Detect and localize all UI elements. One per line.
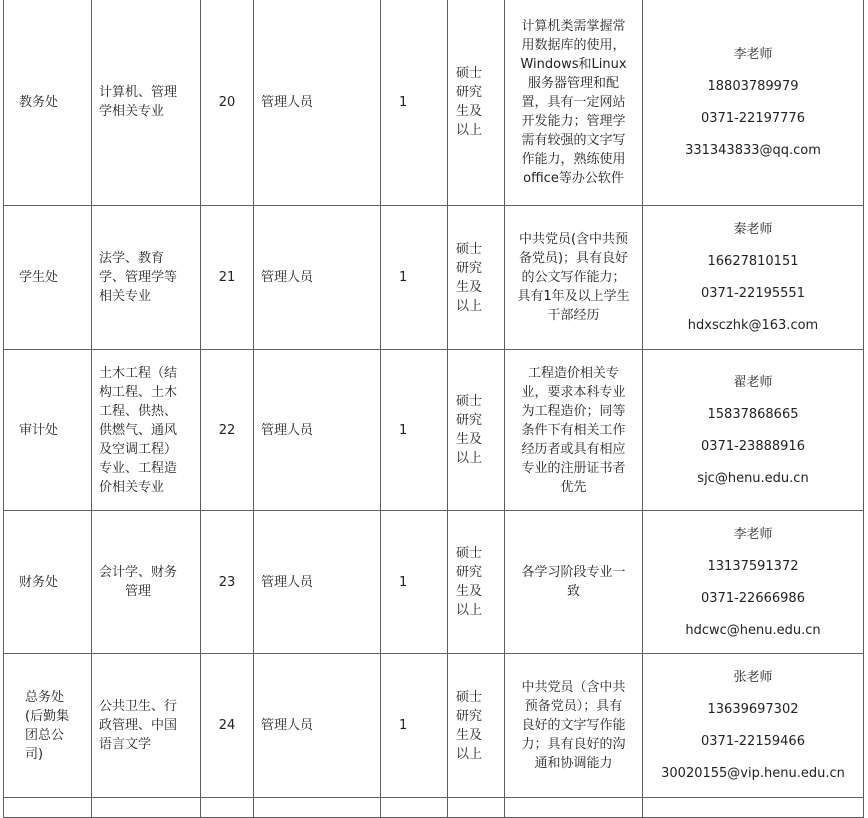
- dept-line: 审计处: [19, 422, 59, 438]
- headcount-cell: 1: [381, 206, 448, 350]
- major-line: 相关专业: [99, 289, 152, 304]
- contact-cell: [643, 350, 864, 511]
- dept-line: 学生处: [19, 270, 59, 285]
- headcount-cell: 1: [381, 350, 448, 511]
- education-line: 研究: [456, 565, 483, 580]
- major-line: 政管理、中国: [99, 718, 178, 733]
- major-cell: [92, 654, 201, 798]
- education-line: 以上: [456, 603, 483, 618]
- major-line: 法学、教育: [99, 251, 165, 266]
- education-cell: [448, 654, 505, 798]
- requirements-line: Windows和Linux: [520, 56, 627, 72]
- contact-phone: 15837868665: [707, 406, 799, 422]
- major-line: 会计学、财务: [99, 565, 178, 580]
- position-code-cell: 24: [201, 654, 254, 798]
- requirements-cell: [505, 0, 643, 206]
- contact-email: sjc@henu.edu.cn: [697, 470, 809, 486]
- education-line: 生及: [456, 727, 483, 743]
- table-row: [4, 0, 864, 206]
- major-line: 语言文学: [99, 737, 152, 752]
- requirements-line: 业，要求本科专业: [521, 384, 626, 400]
- requirements-line: 中共党员（含中共: [521, 680, 626, 695]
- major-line: 供燃气、通风: [99, 422, 178, 438]
- major-cell: [92, 350, 201, 511]
- major-line: 价相关专业: [99, 479, 165, 495]
- position-type-cell: 管理人员: [254, 206, 381, 350]
- contact-phone: 16627810151: [707, 254, 799, 269]
- contact-cell: [643, 0, 864, 206]
- major-line: 学、管理学等: [99, 270, 178, 285]
- contact-phone: 13639697302: [707, 702, 799, 717]
- contact-cell: [643, 654, 864, 798]
- education-line: 研究: [456, 413, 483, 428]
- recruitment-table: [3, 0, 864, 818]
- position-code-cell: 23: [201, 511, 254, 654]
- contact-name: 李老师: [733, 46, 773, 62]
- dept-line: 司): [25, 746, 44, 762]
- requirements-line: 致: [566, 584, 580, 599]
- position-type-cell: 管理人员: [254, 654, 381, 798]
- contact-tel: 0371-22195551: [701, 286, 805, 301]
- education-line: 生及: [456, 279, 483, 295]
- dept-line: 团总公: [25, 727, 65, 743]
- major-line: 工程、供热、: [99, 403, 178, 419]
- major-line: 计算机、管理: [99, 85, 178, 100]
- requirements-cell: [505, 350, 643, 511]
- requirements-line: 的公文写作能力；: [521, 270, 626, 285]
- requirements-line: 需有较强的文字写: [521, 132, 626, 148]
- education-line: 以上: [456, 298, 483, 314]
- dept-line: (后勤集: [25, 708, 70, 724]
- contact-email: hdcwc@henu.edu.cn: [685, 622, 821, 638]
- requirements-line: 服务器管理和配: [527, 75, 619, 91]
- requirements-line: 工程造价相关专: [527, 365, 619, 381]
- major-cell: [92, 0, 201, 206]
- contact-phone: 18803789979: [707, 78, 799, 94]
- contact-tel: 0371-23888916: [701, 438, 805, 454]
- position-type-cell: 管理人员: [254, 511, 381, 654]
- requirements-line: office等办公软件: [523, 170, 624, 186]
- contact-tel: 0371-22159466: [701, 734, 805, 749]
- major-line: 及空调工程）: [99, 441, 178, 457]
- requirements-line: 备党员)；具有良好: [518, 251, 629, 266]
- contact-name: 秦老师: [733, 222, 773, 237]
- position-code-cell: 21: [201, 206, 254, 350]
- contact-cell: [643, 511, 864, 654]
- education-line: 以上: [456, 746, 483, 762]
- requirements-line: 为工程造价；同等: [521, 403, 626, 419]
- contact-email: hdxsczhk@163.com: [687, 318, 819, 333]
- position-type-cell: 管理人员: [254, 350, 381, 511]
- education-cell: [448, 0, 505, 206]
- education-line: 生及: [456, 104, 483, 119]
- contact-name: 张老师: [733, 670, 773, 685]
- education-line: 硕士: [456, 394, 483, 409]
- position-type-cell: 管理人员: [254, 0, 381, 206]
- requirements-line: 具有1年及以上学生: [517, 289, 630, 304]
- dept-cell: [4, 350, 92, 511]
- contact-tel: 0371-22666986: [701, 590, 805, 606]
- requirements-line: 条件下有相关工作: [521, 422, 626, 438]
- dept-cell: [4, 0, 92, 206]
- education-line: 硕士: [456, 241, 483, 257]
- position-code-cell: 22: [201, 350, 254, 511]
- contact-email: 331343833@qq.com: [685, 142, 821, 158]
- requirements-line: 用数据库的使用，: [521, 37, 626, 53]
- requirements-line: 中共党员(含中共预: [518, 232, 629, 247]
- headcount-cell: 1: [381, 654, 448, 798]
- contact-phone: 13137591372: [707, 558, 799, 574]
- requirements-line: 良好的文字写作能: [521, 718, 626, 733]
- table-row: [4, 654, 864, 798]
- table-row: [4, 206, 864, 350]
- major-cell: [92, 206, 201, 350]
- headcount-cell: 1: [381, 511, 448, 654]
- education-line: 硕士: [456, 66, 483, 81]
- table-row: [4, 350, 864, 511]
- major-cell: [92, 511, 201, 654]
- requirements-cell: [505, 654, 643, 798]
- requirements-line: 作能力，熟练使用: [521, 151, 626, 167]
- headcount-cell: 1: [381, 0, 448, 206]
- requirements-cell: [505, 511, 643, 654]
- major-line: 专业、工程造: [99, 460, 178, 476]
- table-row: [4, 511, 864, 654]
- dept-cell: [4, 511, 92, 654]
- education-line: 硕士: [456, 546, 483, 561]
- requirements-line: 优先: [560, 479, 587, 495]
- education-line: 以上: [456, 123, 483, 138]
- education-cell: [448, 350, 505, 511]
- dept-cell: [4, 654, 92, 798]
- contact-email: 30020155@vip.henu.edu.cn: [661, 766, 845, 781]
- requirements-line: 预备党员）；具有: [524, 699, 623, 714]
- requirements-line: 经历者或具有相应: [521, 441, 626, 457]
- education-line: 以上: [456, 451, 483, 466]
- education-cell: [448, 206, 505, 350]
- education-line: 研究: [456, 85, 483, 100]
- major-line: 管理: [125, 584, 152, 599]
- major-line: 土木工程（结: [99, 365, 178, 381]
- requirements-line: 专业的注册证书者: [521, 460, 626, 476]
- requirements-cell: [505, 206, 643, 350]
- education-cell: [448, 511, 505, 654]
- dept-line: 总务处: [25, 689, 65, 705]
- requirements-line: 各学习阶段专业一: [521, 565, 626, 580]
- contact-name: 李老师: [733, 526, 773, 542]
- contact-tel: 0371-22197776: [701, 110, 805, 126]
- contact-cell: [643, 206, 864, 350]
- requirements-line: 通和协调能力: [534, 756, 613, 771]
- dept-line: 财务处: [19, 574, 59, 590]
- requirements-line: 力；具有良好的沟: [521, 737, 626, 752]
- education-line: 研究: [456, 708, 483, 724]
- education-line: 研究: [456, 260, 483, 276]
- requirements-line: 干部经历: [547, 308, 600, 323]
- position-code-cell: 20: [201, 0, 254, 206]
- education-line: 生及: [456, 584, 483, 599]
- major-line: 公共卫生、行: [99, 699, 178, 714]
- dept-line: 教务处: [19, 94, 59, 110]
- requirements-line: 计算机类需掌握常: [521, 18, 626, 34]
- dept-cell: [4, 206, 92, 350]
- contact-name: 翟老师: [733, 374, 773, 390]
- requirements-line: 开发能力；管理学: [521, 113, 626, 129]
- requirements-line: 置，具有一定网站: [521, 94, 626, 110]
- education-line: 硕士: [456, 689, 483, 705]
- education-line: 生及: [456, 432, 483, 447]
- major-line: 学相关专业: [99, 104, 165, 119]
- major-line: 构工程、土木: [99, 384, 178, 400]
